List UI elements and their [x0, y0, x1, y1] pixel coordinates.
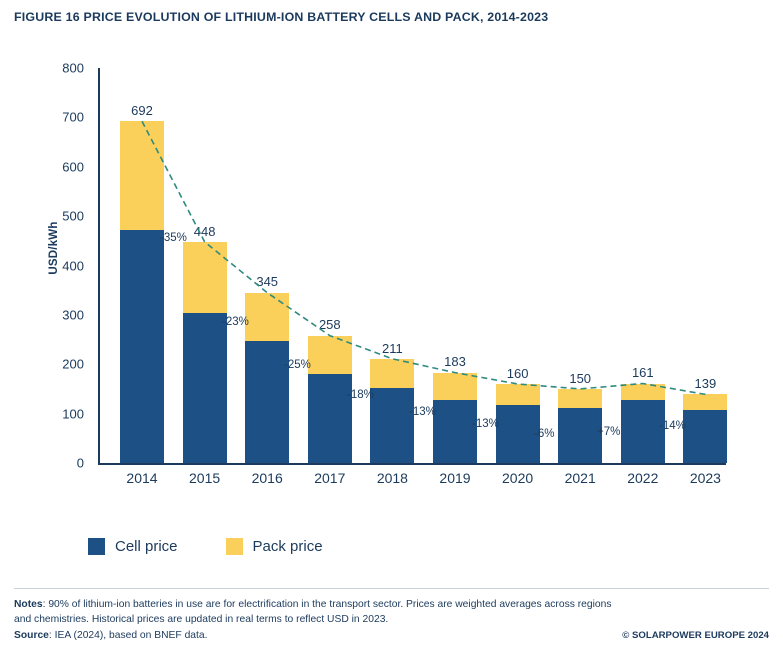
x-tick-2021: 2021 — [564, 470, 596, 486]
bar-total-label: 161 — [631, 365, 654, 381]
bar-total-label: 183 — [444, 354, 466, 370]
y-tick-500: 500 — [62, 208, 84, 224]
legend-swatch-icon — [88, 538, 105, 555]
bar-total-label: 692 — [131, 103, 153, 118]
pct-change-2017: -25% — [284, 359, 311, 371]
pct-change-2019: -13% — [409, 406, 436, 418]
y-tick-400: 400 — [62, 258, 84, 273]
y-tick-200: 200 — [62, 356, 84, 372]
bar-total-label: 211 — [382, 340, 403, 356]
y-axis-label: USD/kWh — [48, 221, 60, 275]
x-tick-2017: 2017 — [314, 470, 346, 486]
x-tick-2016: 2016 — [251, 470, 283, 486]
x-tick-2022: 2022 — [627, 470, 659, 486]
bar-total-label: 160 — [506, 365, 529, 381]
footer-copyright: © SOLARPOWER EUROPE 2024 — [622, 630, 769, 641]
chart-legend — [88, 538, 323, 555]
x-tick-2020: 2020 — [502, 470, 534, 486]
footer-divider — [14, 588, 769, 589]
page-title: FIGURE 16 PRICE EVOLUTION OF LITHIUM-ION BATTERY CELLS AND PACK, 2014-2023 — [14, 10, 549, 24]
pct-change-2023: -14% — [659, 420, 686, 432]
pct-change-2020: -13% — [472, 418, 499, 430]
trend-line — [100, 58, 726, 463]
source-text: : IEA (2024), based on BNEF data. — [48, 630, 208, 641]
bar-total-label: 448 — [193, 223, 216, 239]
y-tick-600: 600 — [62, 159, 84, 175]
pct-change-2022: +7% — [597, 426, 621, 438]
legend-item-cell-price[interactable] — [88, 538, 178, 555]
y-tick-800: 800 — [62, 60, 84, 76]
x-tick-2023: 2023 — [689, 470, 721, 486]
pct-change-2018: -18% — [347, 389, 374, 401]
y-tick-700: 700 — [62, 109, 84, 125]
bar-total-label: 150 — [569, 370, 592, 386]
bar-total-label: 345 — [256, 274, 279, 290]
legend-item-pack-price[interactable] — [226, 538, 323, 555]
x-axis-line — [98, 463, 726, 465]
source-label: Source — [14, 630, 49, 641]
x-tick-2014: 2014 — [126, 470, 158, 486]
bar-total-label: 139 — [694, 376, 717, 392]
notes-text: : 90% of lithium-ion batteries in use are for electrification in the transport sector. Prices are weighted averages across regions and chemistries. Historical prices are updated in real terms to reflect USD in 2023. — [14, 599, 612, 625]
footer-source — [14, 630, 207, 641]
pct-change-2015: -35% — [160, 232, 187, 244]
notes-label: Notes — [14, 599, 43, 610]
legend-label: Cell price — [115, 538, 178, 555]
legend-swatch-icon — [226, 538, 243, 555]
bar-total-label: 258 — [318, 317, 341, 333]
pct-change-2021: -6% — [534, 428, 555, 440]
y-tick-0: 0 — [76, 455, 84, 471]
y-tick-300: 300 — [62, 307, 84, 323]
x-tick-2019: 2019 — [439, 470, 471, 486]
x-tick-2018: 2018 — [376, 470, 408, 486]
pct-change-2016: -23% — [222, 316, 249, 328]
y-tick-100: 100 — [62, 406, 84, 422]
legend-label: Pack price — [252, 538, 323, 555]
y-axis-ticks — [40, 58, 84, 488]
footer-notes — [14, 598, 614, 628]
chart-plot-area — [0, 58, 783, 488]
x-tick-2015: 2015 — [189, 470, 221, 486]
